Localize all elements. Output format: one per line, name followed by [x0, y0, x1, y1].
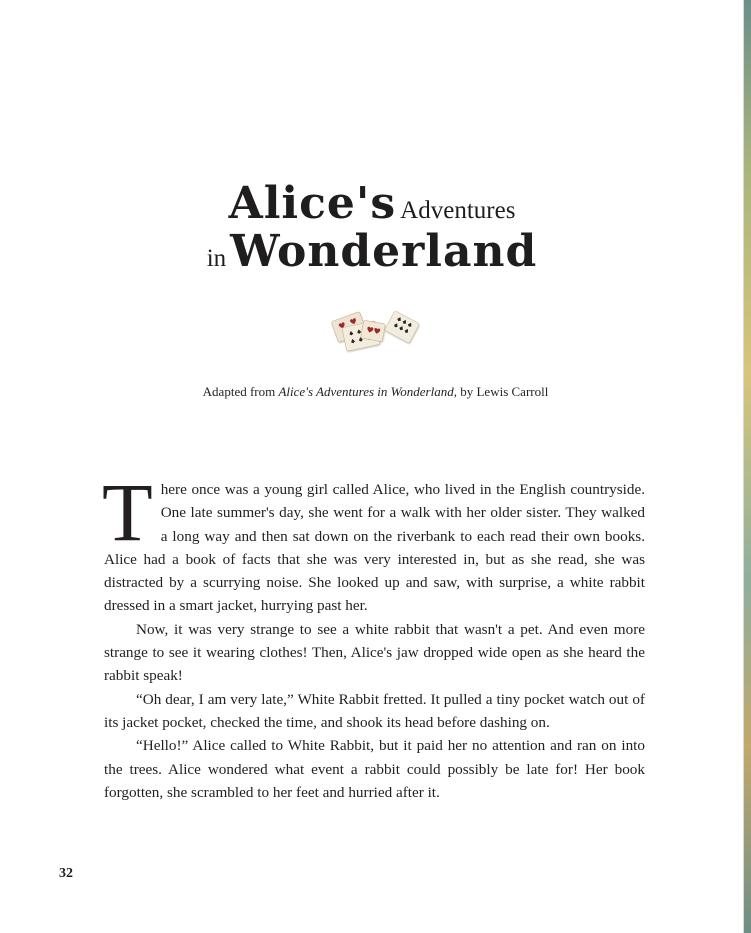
drop-cap: T: [102, 466, 153, 558]
byline-book-title: Alice's Adventures in Wonderland: [278, 384, 454, 399]
byline-suffix: , by Lewis Carroll: [453, 384, 549, 399]
title-word-alices: Alice's: [228, 178, 397, 229]
playing-cards-icon: [328, 302, 422, 356]
byline-prefix: Adapted from: [202, 384, 279, 399]
story-paragraph-3: “Oh dear, I am very late,” White Rabbit fretted. It pulled a tiny pocket watch out of its jacket pocket, checked the time, and shook its head before dashing on.: [104, 690, 645, 731]
title-word-adventures: Adventures: [400, 197, 516, 224]
story-paragraph-1: [102, 466, 645, 618]
story-body: [102, 466, 645, 804]
title-line-2: [0, 226, 744, 277]
title-line-1: [0, 178, 744, 229]
title-word-wonderland: Wonderland: [230, 226, 538, 277]
story-paragraph-1-text: here once was a young girl called Alice, who lived in the English countryside. One late summer's day, she went for a walk with her older sister. They walked a long way and then sat down on the riverbank to each read their own books. Alice had a book of facts that she was very interested in, but as she read, she was distracted by a scurrying noise. She looked up and saw, with surprise, a white rabbit dressed in a smart jacket, hurrying past her.: [104, 481, 645, 615]
adjacent-page-edge: [744, 0, 751, 933]
page-number: 32: [59, 866, 73, 881]
title-word-in: in: [206, 245, 227, 272]
story-paragraph-4: “Hello!” Alice called to White Rabbit, but it paid her no attention and ran on into the trees. Alice wondered what event a rabbit could possibly be late for! Her book forgotten, she scrambled to her feet and hurried after it.: [104, 737, 645, 801]
playing-cards-illustration: [328, 302, 422, 356]
story-paragraph-2: Now, it was very strange to see a white rabbit that wasn't a pet. And even more strange to see it wearing clothes! Then, Alice's jaw dropped wide open as she heard the rabbit speak!: [104, 620, 645, 685]
byline: [0, 384, 751, 400]
